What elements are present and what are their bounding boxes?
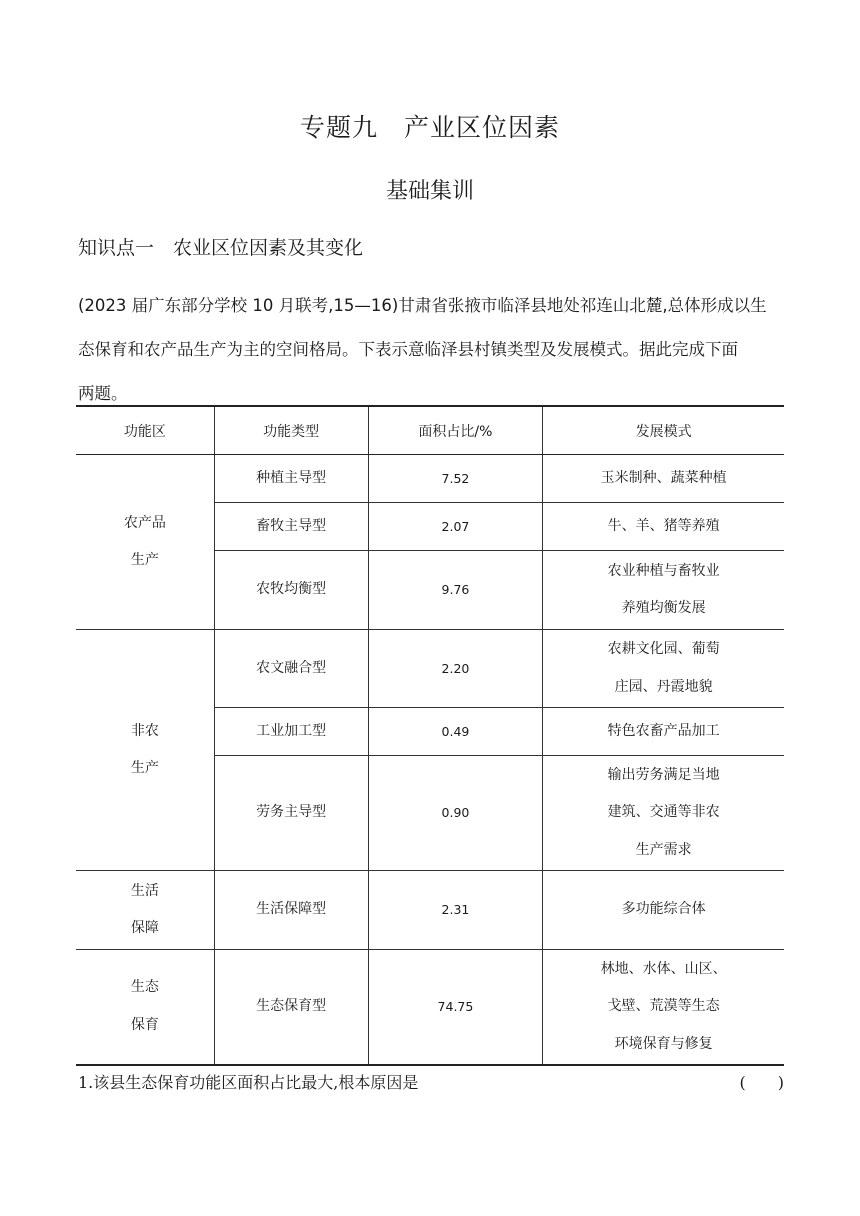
intro-line-1: (2023 届广东部分学校 10 月联考,15—16)甘肃省张掖市临泽县地处祁连山北麓,总体形成以生: [78, 296, 767, 315]
percent-cell: 0.49: [368, 708, 543, 756]
percent-cell: 0.90: [368, 756, 543, 871]
question-text: 1.该县生态保育功能区面积占比最大,根本原因是: [78, 1073, 419, 1092]
table-row: [76, 455, 784, 503]
type-cell: 劳务主导型: [214, 756, 368, 871]
type-cell: 农文融合型: [214, 630, 368, 708]
header-zone: 功能区: [76, 406, 214, 455]
section-title: 基础集训: [385, 179, 474, 204]
question-1: [78, 1070, 784, 1093]
percent-cell: 2.31: [368, 871, 543, 950]
percent-cell: 74.75: [368, 950, 543, 1065]
zone-cell: 农产品 生产: [76, 455, 214, 630]
zone-cell: 生活 保障: [76, 871, 214, 950]
mode-cell: 玉米制种、蔬菜种植: [543, 455, 784, 503]
mode-cell: 农业种植与畜牧业 养殖均衡发展: [543, 551, 784, 630]
percent-cell: 7.52: [368, 455, 543, 503]
type-cell: 种植主导型: [214, 455, 368, 503]
type-cell: 工业加工型: [214, 708, 368, 756]
percent-cell: 2.07: [368, 503, 543, 551]
knowledge-point-heading: 知识点一 农业区位因素及其变化: [78, 237, 364, 259]
village-type-table: [76, 405, 784, 1066]
type-cell: 农牧均衡型: [214, 551, 368, 630]
answer-bracket: ( ): [739, 1073, 784, 1092]
header-percent: 面积占比/%: [368, 406, 543, 455]
mode-cell: 林地、水体、山区、 戈壁、荒漠等生态 环境保育与修复: [543, 950, 784, 1065]
percent-cell: 9.76: [368, 551, 543, 630]
mode-cell: 牛、羊、猪等养殖: [543, 503, 784, 551]
page-title: 专题九 产业区位因素: [299, 113, 560, 142]
type-cell: 生态保育型: [214, 950, 368, 1065]
table-row: [76, 871, 784, 950]
intro-line-3: 两题。: [78, 384, 128, 403]
zone-cell: 生态 保育: [76, 950, 214, 1065]
table-row: [76, 630, 784, 708]
type-cell: 畜牧主导型: [214, 503, 368, 551]
intro-line-2-main: 态保育和农产品生产为主的空间格局。下表示意临泽县村镇类型及发展模式。: [78, 340, 639, 359]
type-cell: 生活保障型: [214, 871, 368, 950]
intro-line-2: [78, 328, 778, 372]
intro-paragraph: [78, 284, 778, 416]
table-row: [76, 950, 784, 1065]
header-mode: 发展模式: [543, 406, 784, 455]
mode-cell: 输出劳务满足当地 建筑、交通等非农 生产需求: [543, 756, 784, 871]
mode-cell: 特色农畜产品加工: [543, 708, 784, 756]
mode-cell: 农耕文化园、葡萄 庄园、丹霞地貌: [543, 630, 784, 708]
table-header-row: [76, 406, 784, 455]
zone-cell: 非农 生产: [76, 630, 214, 871]
mode-cell: 多功能综合体: [543, 871, 784, 950]
intro-line-2-tail: 据此完成下面: [639, 340, 738, 359]
header-type: 功能类型: [214, 406, 368, 455]
percent-cell: 2.20: [368, 630, 543, 708]
